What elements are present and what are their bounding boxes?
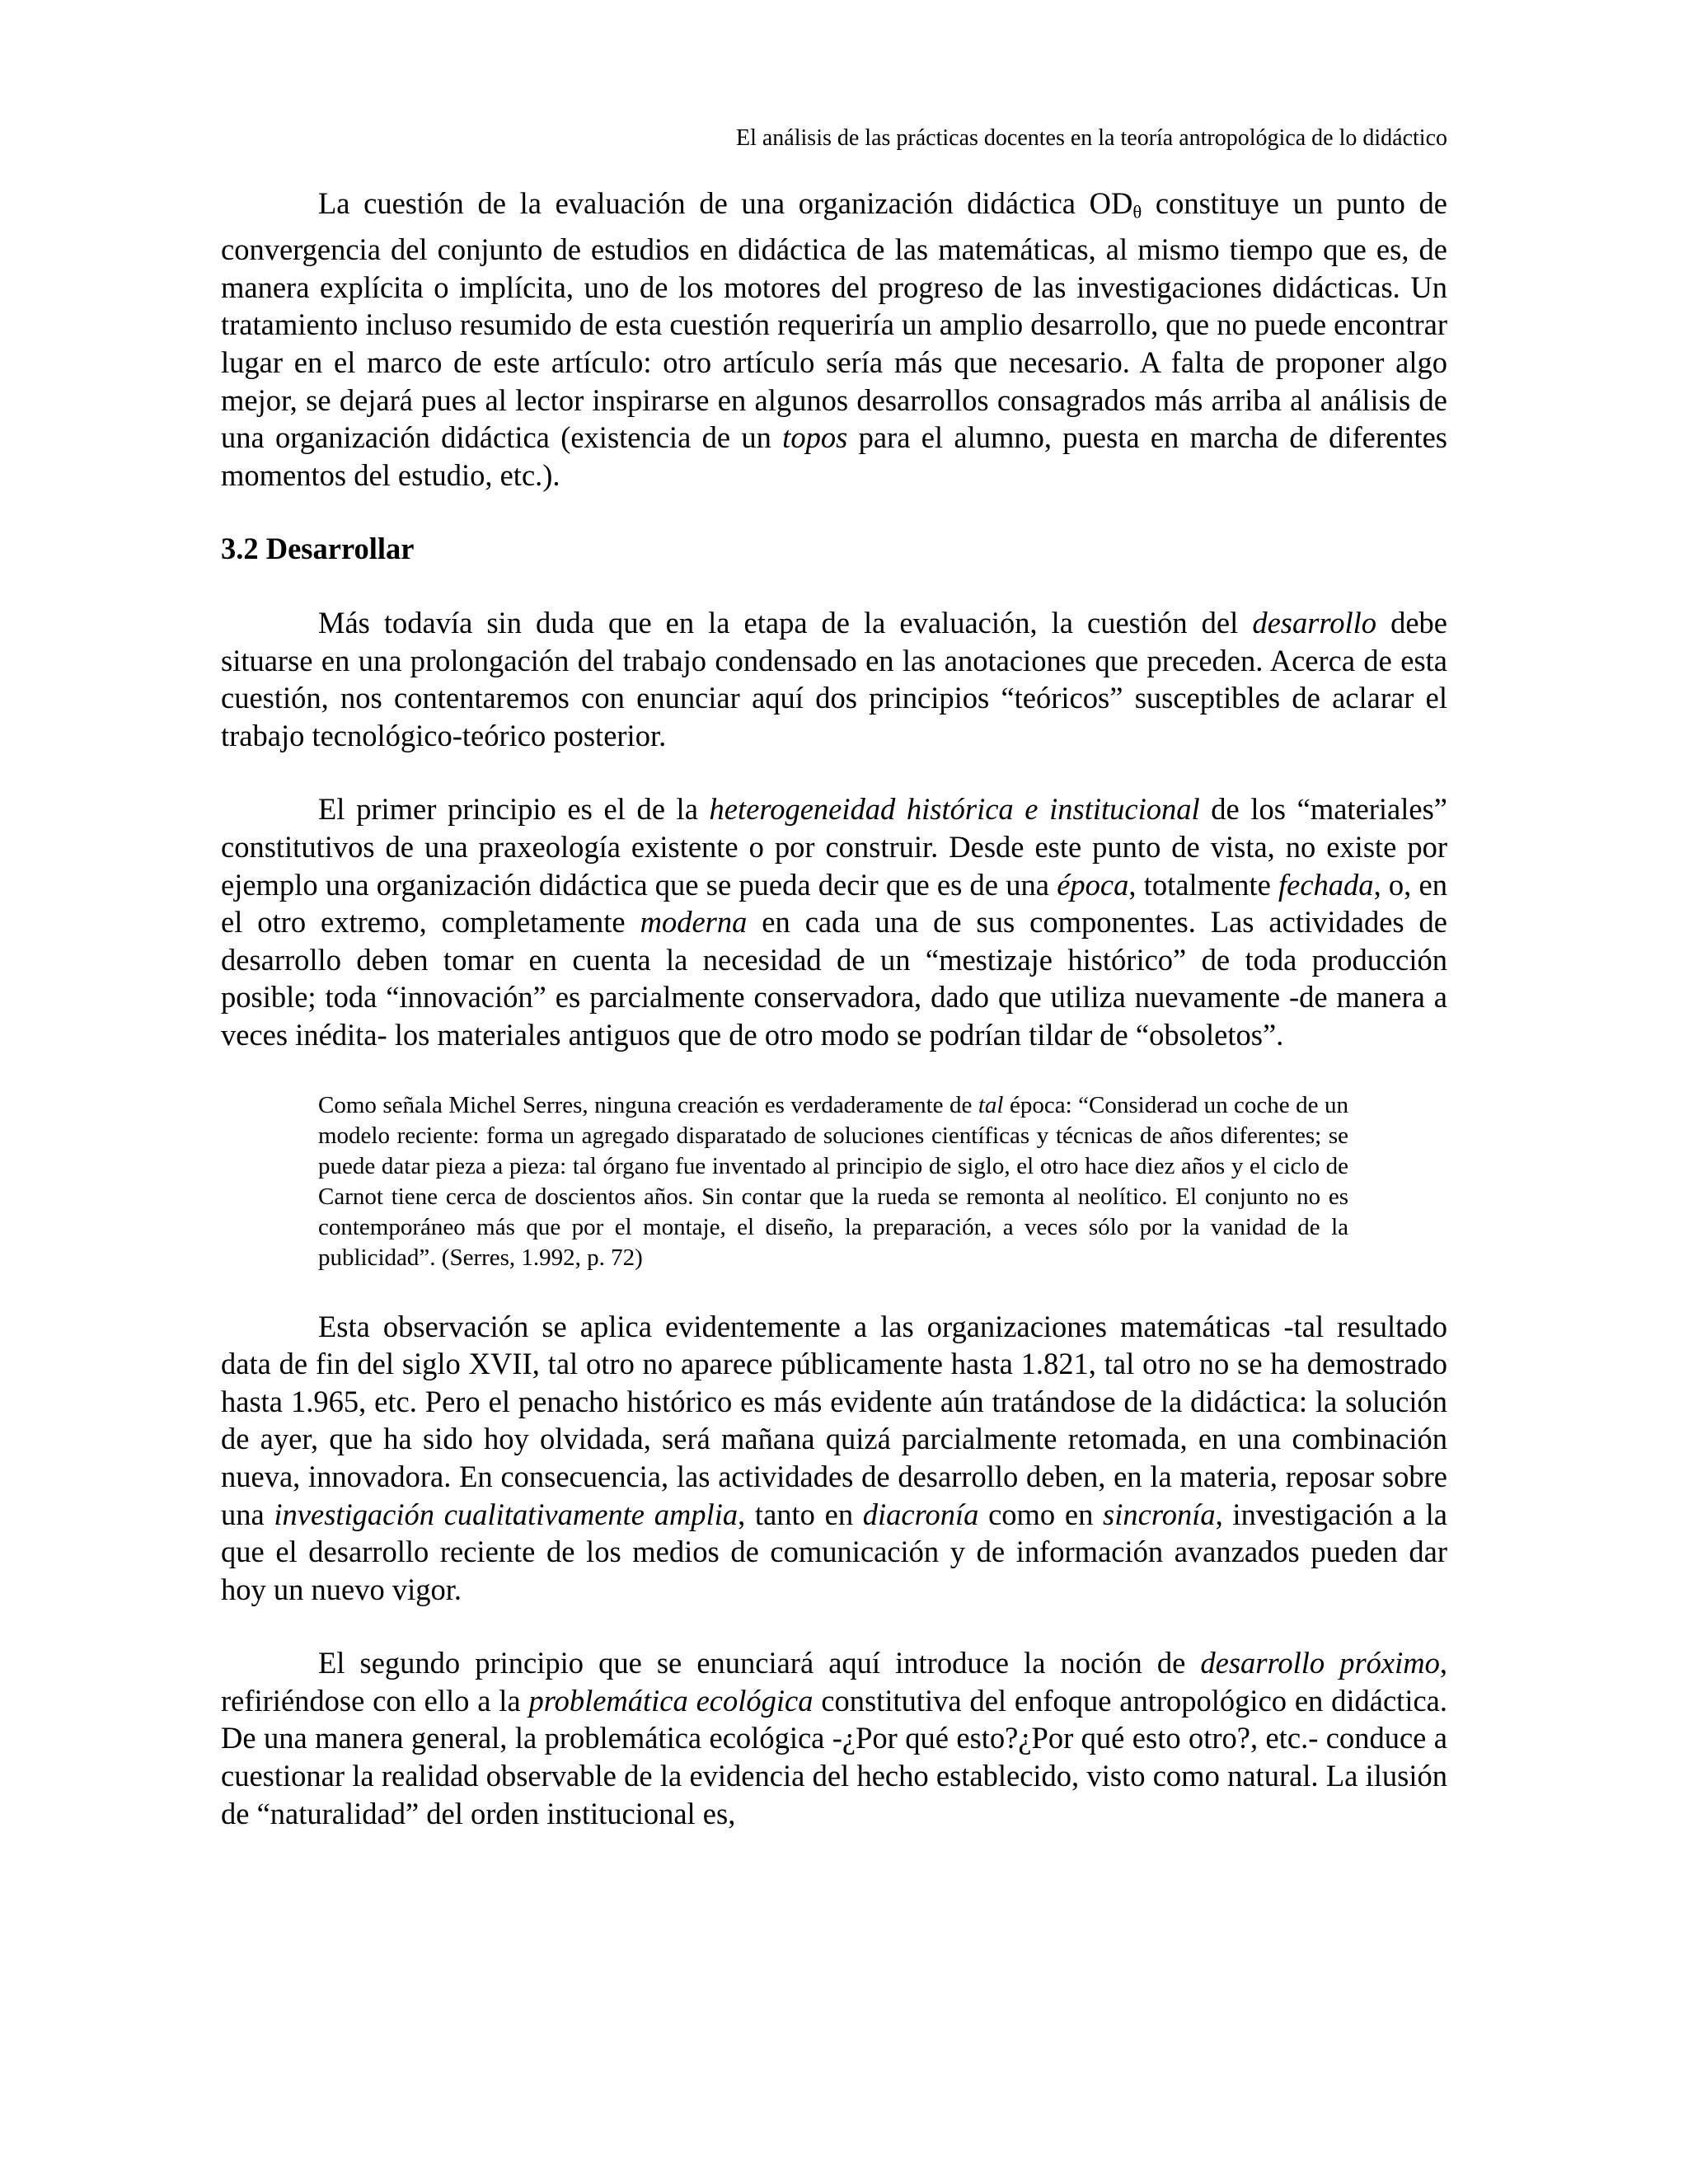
text-run: , refiriéndose con ello a la [221,1646,1447,1718]
text-run: Esta observación se aplica evidentemente a las organizaciones matemáticas -tal resultado data de fin del siglo XVII, tal otro no aparece públicamente hasta 1.821, tal otro no se ha demostrado hasta 1.965, etc. Pero el penacho histórico es más evidente aún tratándose de la didáctica: la solución de ayer, que ha sido hoy olvidada, será mañana quizá parcialmente retomada, en una combinación nueva, innovadora. En consecuencia, las actividades de desarrollo deben, en la materia, reposar sobre una [221,1309,1447,1531]
italic-term: problemática ecológica [528,1683,814,1718]
italic-term: fechada [1278,867,1374,902]
text-run: El primer principio es el de la [318,792,710,827]
text-run: Más todavía sin duda que en la etapa de la evaluación, la cuestión del [318,606,1253,640]
italic-term: desarrollo [1252,606,1377,640]
text-run: de los “materiales” constitutivos de una praxeología existente o por construir. Desde este punto de vista, no existe por ejemplo una organización didáctica que se pueda decir que es de una [221,792,1448,902]
italic-term: tal [978,1091,1004,1118]
paragraph-observation [221,1308,1447,1609]
running-header: El análisis de las prácticas docentes en la teoría antropológica de lo didáctico [736,125,1447,151]
text-run: Como señala Michel Serres, ninguna creación es verdaderamente de [318,1091,978,1118]
italic-term: diacronía [862,1497,979,1531]
text-run: constituye un punto de convergencia del conjunto de estudios en didáctica de las matemáticas, al mismo tiempo que es, de manera explícita o implícita, uno de los motores del progreso de las investigaciones didácticas. Un tratamiento incluso resumido de esta cuestión requeriría un amplio desarrollo, que no puede encontrar lugar en el marco de este artículo: otro artículo sería más que necesario. A falta de proponer algo mejor, se dejará pues al lector inspirarse en algunos desarrollos consagrados más arriba al análisis de una organización didáctica (existencia de un [221,186,1447,455]
paragraph-evaluation [221,185,1447,494]
text-run: época: “Considerad un coche de un modelo reciente: forma un agregado disparatado de soluciones científicas y técnicas de años diferentes; se puede datar pieza a pieza: tal órgano fue inventado al principio de siglo, el otro hace diez años y el ciclo de Carnot tiene cerca de doscientos años. Sin contar que la rueda se remonta al neolítico. El conjunto no es contemporáneo más que por el montaje, el diseño, la preparación, a veces sólo por la vanidad de la publicidad”. (Serres, 1.992, p. 72) [318,1091,1348,1271]
text-run: en cada una de sus componentes. Las actividades de desarrollo deben tomar en cuenta la necesidad de un “mestizaje histórico” de toda producción posible; toda “innovación” es parcialmente conservadora, dado que utiliza nuevamente -de manera a veces inédita- los materiales antiguos que de otro modo se podrían tildar de “obsoletos”. [221,905,1448,1052]
section-heading: 3.2 Desarrollar [221,532,415,566]
italic-term: topos [782,420,848,455]
paragraph-development-intro [221,604,1447,754]
block-quote [318,1090,1348,1273]
text-run: , totalmente [1128,867,1279,902]
italic-term: época [1057,867,1129,902]
text-run: El segundo principio que se enunciará aquí introduce la noción de [318,1646,1201,1680]
italic-term: desarrollo próximo [1200,1646,1440,1680]
text-run: La cuestión de la evaluación de una organización didáctica OD [318,186,1133,220]
text-run: , o, en el otro extremo, completamente [221,867,1447,940]
text-run: , tanto en [738,1497,863,1531]
theta-subscript: θ [1132,201,1142,223]
paragraph-second-principle [221,1644,1447,1832]
text-run: como en [978,1497,1104,1531]
document-page [221,122,1447,1832]
italic-term: moderna [640,905,748,940]
text-run: para el alumno, puesta en marcha de diferentes momentos del estudio, etc.). [221,420,1447,492]
text-run: , investigación a la que el desarrollo reciente de los medios de comunicación y de información avanzados pueden dar hoy un nuevo vigor. [221,1497,1447,1606]
paragraph-first-principle [221,790,1447,1053]
italic-term: investigación cualitativamente amplia [274,1497,738,1531]
text-run: debe situarse en una prolongación del trabajo condensado en las anotaciones que preceden. Acerca de esta cuestión, nos contentaremos con enunciar aquí dos principios “teóricos” susceptibles de aclarar el trabajo tecnológico-teórico posterior. [221,606,1447,752]
italic-term: sincronía [1103,1497,1216,1531]
italic-term: heterogeneidad histórica e institucional [709,792,1200,827]
text-run: constitutiva del enfoque antropológico en didáctica. De una manera general, la problemática ecológica -¿Por qué esto?¿Por qué esto otro?, etc.- conduce a cuestionar la realidad observable de la evidencia del hecho establecido, visto como natural. La ilusión de “naturalidad” del orden institucional es, [221,1683,1447,1830]
